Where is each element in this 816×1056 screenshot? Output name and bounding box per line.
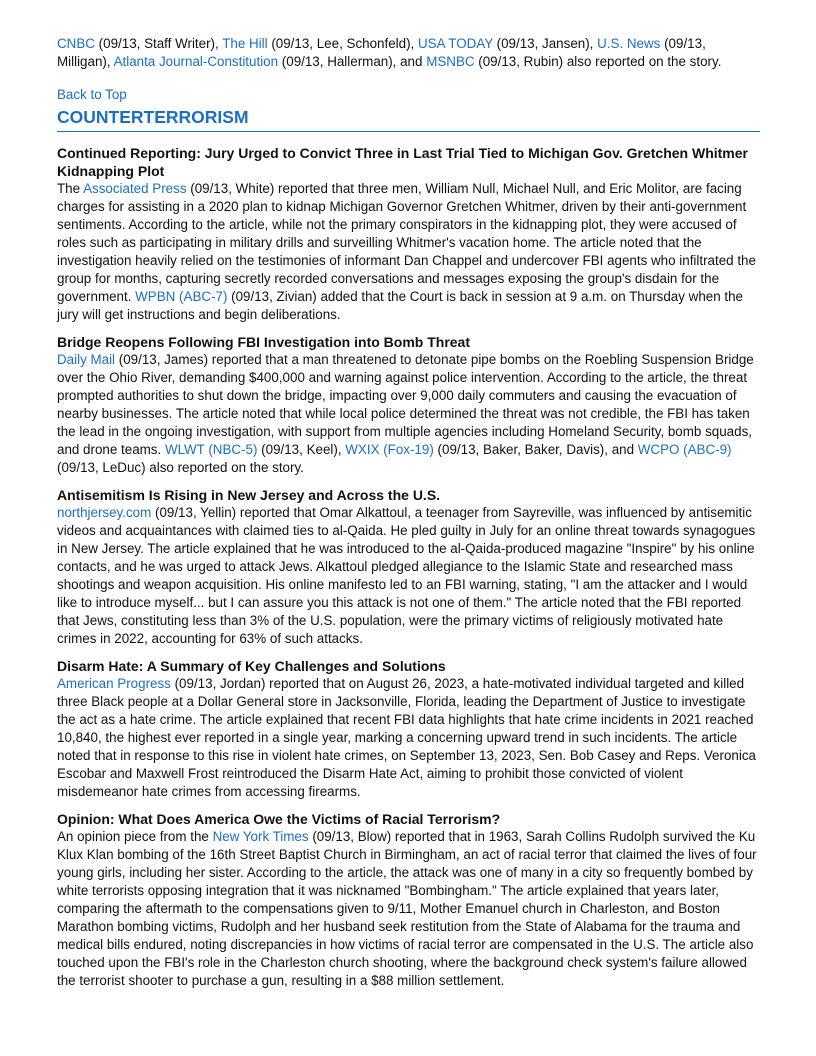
source-link-american-progress[interactable]: American Progress (57, 676, 171, 691)
source-link-the-hill[interactable]: The Hill (222, 36, 268, 51)
article-racial-terrorism-opinion (57, 810, 760, 990)
source-link-ajc[interactable]: Atlanta Journal-Constitution (113, 54, 279, 69)
section-title: COUNTERTERRORISM (57, 106, 760, 132)
source-link-msnbc[interactable]: MSNBC (426, 54, 475, 69)
source-link-wlwt[interactable]: WLWT (NBC-5) (164, 442, 258, 457)
source-link-usa-today[interactable]: USA TODAY (417, 36, 493, 51)
source-link-wcpo[interactable]: WCPO (ABC-9) (637, 442, 732, 457)
source-link-new-york-times[interactable]: New York Times (212, 829, 309, 844)
article-whitmer-trial (57, 144, 760, 324)
article-disarm-hate (57, 657, 760, 801)
article-body: An opinion piece from the New York Times (09/13, Blow) reported that in 1963, Sarah Collins Rudolph survived the Ku Klux Klan bombing of the 16th Street Baptist Church in Birmingham, an act of racial terror that claimed the lives of four young girls, including her sister. According to the article, the attack was one of many in a city so frequently bombed by white terrorists opposing integration that it was nicknamed "Bombingham." The article explained that years later, comparing the aftermath to the compensations given to 9/11, Mother Emanuel church in Charleston, and Boston Marathon bombing victims, Rudolph and her husband seek restitution from the State of Alabama for the trauma and medical bills endured, noting discrepancies in how victims of racial terror are compensated in the U.S. The article also touched upon the FBI's role in the Charleston church shooting, where the background check system's failure allowed the terrorist shooter to purchase a gun, resulting in a $88 million settlement. (57, 829, 757, 988)
article-title: Continued Reporting: Jury Urged to Convict Three in Last Trial Tied to Michigan Gov. Gretchen Whitmer Kidnapping Plot (57, 145, 748, 179)
article-bridge-bomb-threat (57, 333, 760, 477)
article-body: Daily Mail (09/13, James) reported that a man threatened to detonate pipe bombs on the Roebling Suspension Bridge over the Ohio River, demanding $400,000 and warning against police intervention. According to the article, the threat prompted authorities to shut down the bridge, impacting over 9,000 daily commuters and causing the evacuation of nearby businesses. The article noted that while local police determined the threat was not credible, the FBI has taken the lead in the ongoing investigation, with support from multiple agencies including Homeland Security, bomb squads, and drone teams. WLWT (NBC-5) (09/13, Keel), WXIX (Fox-19) (09/13, Baker, Baker, Davis), and WCPO (ABC-9) (09/13, LeDuc) also reported on the story. (57, 352, 754, 475)
source-link-daily-mail[interactable]: Daily Mail (57, 352, 116, 367)
article-body: The Associated Press (09/13, White) reported that three men, William Null, Michael Null, and Eric Molitor, are facing charges for assisting in a 2020 plan to kidnap Michigan Governor Gretchen Whitmer, driven by their anti-government sentiments. According to the article, while not the primary conspirators in the kidnapping plot, they were accused of roles such as participating in military drills and surveilling Whitmer's vacation home. The article noted that the investigation heavily relied on the testimonies of informant Dan Chappel and undercover FBI agents who infiltrated the group for months, capturing secretly recorded conversations and messages exposing the group's disdain for the government. WPBN (ABC-7) (09/13, Zivian) added that the Court is back in session at 9 a.m. on Thursday when the jury will get instructions and begin deliberations. (57, 181, 756, 322)
source-link-wxix[interactable]: WXIX (Fox-19) (345, 442, 434, 457)
source-link-northjersey[interactable]: northjersey.com (57, 505, 152, 520)
source-link-associated-press[interactable]: Associated Press (83, 181, 187, 196)
newsletter-page (57, 35, 760, 999)
source-link-wpbn[interactable]: WPBN (ABC-7) (135, 289, 228, 304)
source-link-us-news[interactable]: U.S. News (597, 36, 661, 51)
article-title: Disarm Hate: A Summary of Key Challenges and Solutions (57, 658, 446, 674)
article-title: Antisemitism Is Rising in New Jersey and Across the U.S. (57, 487, 441, 503)
back-to-top-link[interactable]: Back to Top (57, 87, 127, 102)
article-body: American Progress (09/13, Jordan) reported that on August 26, 2023, a hate-motivated individual targeted and killed three Black people at a Dollar General store in Jacksonville, Florida, leading the Department of Justice to investigate the act as a hate crime. The article explained that recent FBI data highlights that hate crime incidents in 2021 reached 10,840, the highest ever reported in a single year, marking a concerning upward trend in such incidents. The article noted that in response to this rise in violent hate crimes, on September 13, 2023, Sen. Bob Casey and Reps. Veronica Escobar and Maxwell Frost reintroduced the Disarm Hate Act, aiming to prohibit those convicted of violent misdemeanor hate crimes from accessing firearms. (57, 676, 756, 799)
previous-story-sources: CNBC (09/13, Staff Writer), The Hill (09/13, Lee, Schonfeld), USA TODAY (09/13, Jansen), U.S. News (09/13, Milligan), Atlanta Journal-Constitution (09/13, Hallerman), and MSNBC (09/13, Rubin) also reported on the story. (57, 36, 722, 69)
source-link-cnbc[interactable]: CNBC (57, 36, 95, 51)
article-antisemitism-nj (57, 486, 760, 648)
article-title: Bridge Reopens Following FBI Investigation into Bomb Threat (57, 334, 471, 350)
article-title: Opinion: What Does America Owe the Victims of Racial Terrorism? (57, 811, 501, 827)
article-body: northjersey.com (09/13, Yellin) reported that Omar Alkattoul, a teenager from Sayreville, was influenced by antisemitic videos and acquaintances with claimed ties to al-Qaida. He pled guilty in July for an online threat towards synagogues in New Jersey. The article explained that he was introduced to the al-Qaida-produced magazine "Inspire" by his online contacts, and he was urged to attack Jews. Alkattoul pledged allegiance to the Islamic State and researched mass shootings and weapon acquisition. His online manifesto led to an FBI warning, stating, "I am the attacker and I would like to introduce myself... but I can assure you this attack is not one of them." The article noted that the FBI reported that Jews, constituting less than 3% of the U.S. population, were the primary victims of religiously motivated hate crimes in 2022, accounting for 63% of such attacks. (57, 505, 756, 646)
